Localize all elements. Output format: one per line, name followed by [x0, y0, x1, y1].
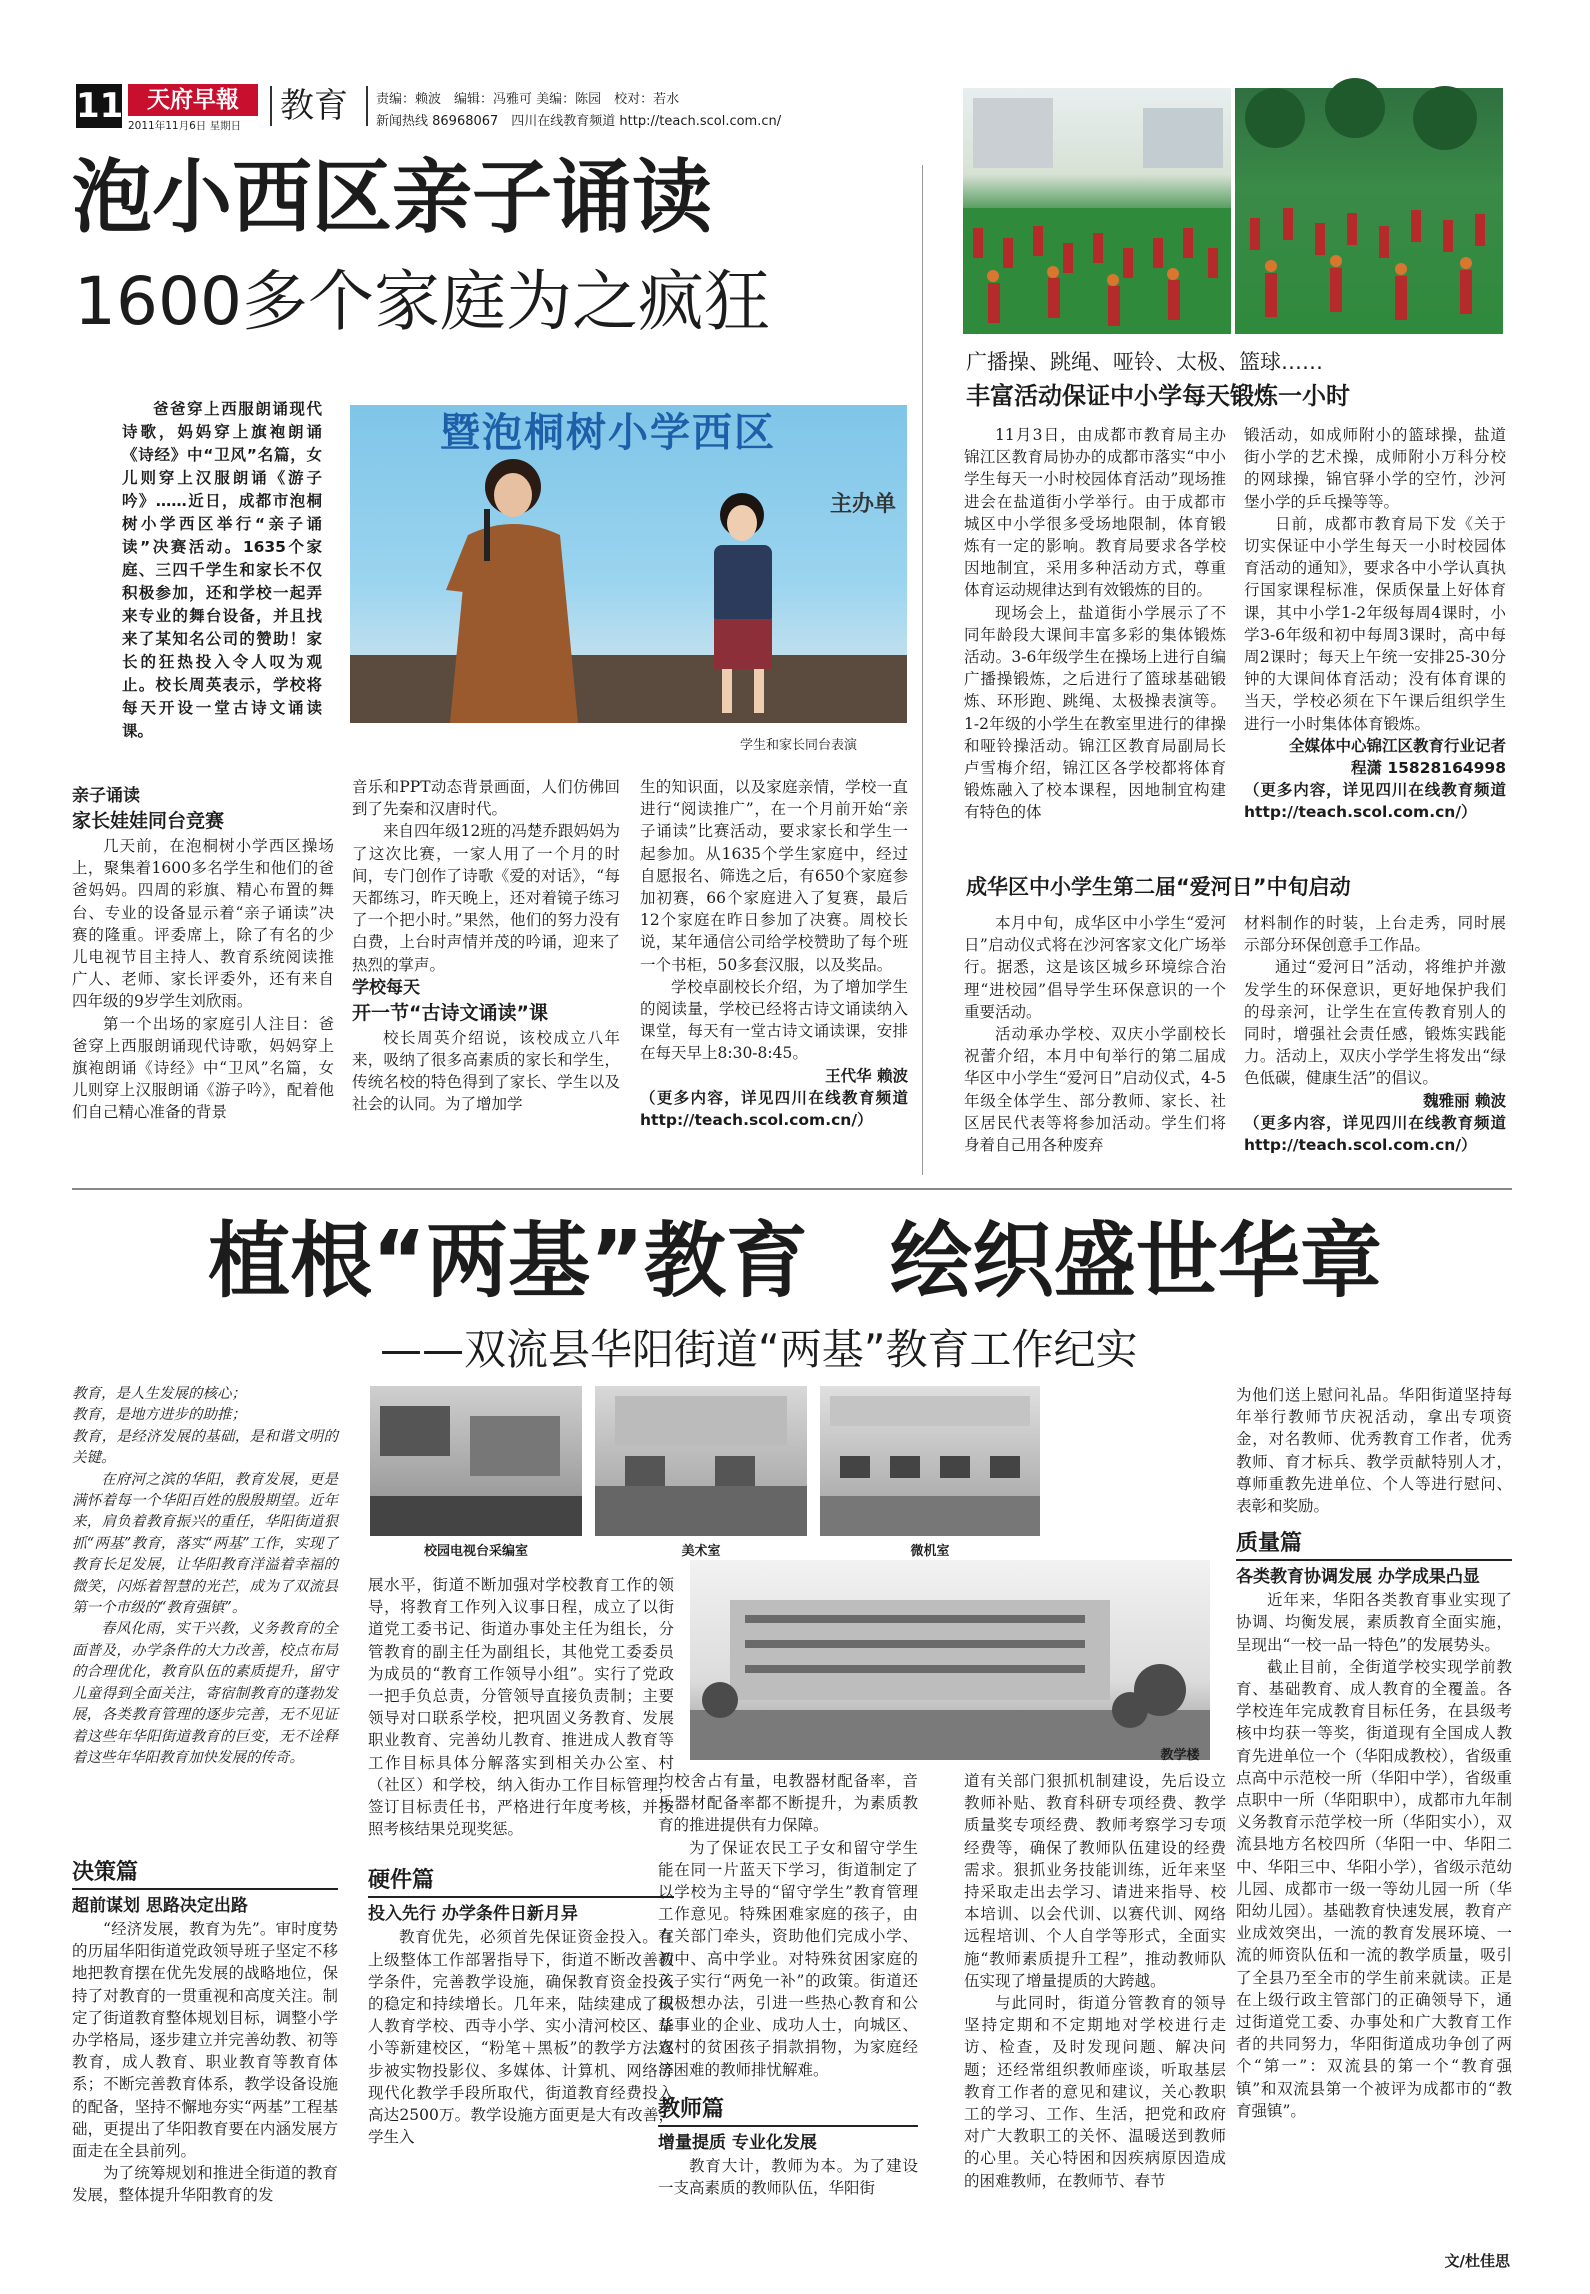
story2-col1: 11月3日，由成都市教育局主办锦江区教育局协办的成都市落实“中小学生每天一小时校园体育活动”现场推进会在盐道街小学举行。由于成都市城区中小学很多受场地限制，体育锻炼有一定的影响。教育局要求各学校因地制宜，采用多种活动方式，尊重体育运动规律达到有效锻炼的目的。 现场会上，盐道街小学展示了不同年龄段大课间丰富多彩的集体锻炼活动。3-6年级学生在操场上进行自编广播操锻炼，之后进行了篮球基础锻炼、环形跑、跳绳、太极操表演等。1-2年级的小学生在教室里进行的律操和哑铃操活动。锦江区教育局副局长卢雪梅介绍，锦江区各学校都将体育锻炼融入了校本课程，因地制宜构建有特色的体 [964, 426, 1226, 822]
feature-author: 文/杜佳思 [1444, 2252, 1510, 2270]
story2-title: 丰富活动保证中小学每天锻炼一小时 [966, 382, 1350, 410]
photo-school-building [690, 1560, 1210, 1760]
subhead-story1: 1600多个家庭为之疯狂 [74, 263, 770, 340]
paper-logo: 天府早報 [128, 84, 258, 116]
story1-lead: 爸爸穿上西服朗诵现代诗歌，妈妈穿上旗袍朗诵《诗经》中“卫风”名篇，女儿则穿上汉服朗诵《游子吟》……近日，成都市泡桐树小学西区举行“亲子诵读”决赛活动。1635个家庭、三四千学生和家长不仅积极参加，还和学校一起弄来专业的舞台设备，并且找来了某知名公司的赞助！家长的狂热投入令人叹为观止。校长周英表示，学校将每天开设一堂古诗文诵读课。 [122, 400, 322, 740]
caption-tv: 校园电视台采编室 [423, 1544, 528, 1559]
feature-headline: 植根“两基”教育 绘织盛世华章 [208, 1214, 1382, 1309]
masthead-staff: 责编：赖波 编辑：冯雅可 美编：陈园 校对：若水 [376, 92, 680, 107]
section-name: 教育 [280, 86, 348, 126]
exercise-photo-crowd [1235, 88, 1503, 334]
exercise-photo-left [963, 88, 1231, 334]
photo-banner-text: 暨泡桐树小学西区 [440, 410, 776, 456]
story3-col2: 材料制作的时装，上台走秀，同时展示部分环保创意手工作品。 通过“爱河日”活动，将维护并激发学生的环保意识，更好地保护我们的母亲河，让学生在宣传教育别人的同时，增强社会责任感，锻炼实践能力。活动上，双庆小学学生将发出“绿色低碳，健康生活”的倡议。 魏雅丽 赖波 （更多内容，详见四川在线教育频道 http://teach.scol.com.cn/） [1244, 914, 1506, 1155]
feature-col4: 道有关部门狠抓机制建设，先后设立教师补贴、教育科研专项经费、教学质量奖专项经费、教师考察学习专项经费等，确保了教师队伍建设的经费需求。狠抓业务技能训练，近年来坚持采取走出去学习、请进来指导、校本培训、以会代训、以赛代训、网络远程培训、个人自学等形式，全面实施“教师素质提升工程”，推动教师队伍实现了增量提质的大跨越。 与此同时，街道分管教育的领导坚持定期和不定期地对学校进行走访、检查，及时发现问题、解决问题；还经常组织教师座谈，听取基层教育工作者的意见和建议，关心教职工的学习、工作、生活，把党和政府对广大教职工的关怀、温暖送到教师的心里。关心特困和因疾病原因造成的困难教师，在教师节、春节 [964, 1772, 1226, 2190]
story2-col2: 锻活动，如成师附小的篮球操，盐道街小学的艺术操，成师附小万科分校的网球操，锦官驿小学的空竹，沙河堡小学的乒乓操等等。 日前，成都市教育局下发《关于切实保证中小学生每天一小时校园体育活动的通知》，要求各中小学认真执行国家课程标准，保质保量上好体育课，其中小学1-2年级每周4课时，小学3-6年级和初中每周3课时，高中每周2课时；每天上午统一安排25-30分钟的大课间体育活动；没有体育课的当天，学校必须在下午课后组织学生进行一小时集体体育锻炼。 全媒体中心锦江区教育行业记者 程潇 15828164998 （更多内容，详见四川在线教育频道 http://teach.scol.com.cn/） [1244, 426, 1506, 822]
exercise-photo-crowd [963, 88, 1231, 334]
caption-pc: 微机室 [910, 1544, 950, 1559]
photo-banner-text: 主办单 [830, 492, 897, 517]
masthead-divider [270, 86, 272, 126]
masthead-divider [366, 86, 368, 126]
photo-figures [350, 405, 907, 723]
feature-col2: 展水平，街道不断加强对学校教育工作的领导，将教育工作列入议事日程，成立了以街道党工委书记、街道办事处主任为组长，分管教育的副主任为副组长，其他党工委委员为成员的“教育工作领导小组”。实行了党政一把手负总责，分管领导直接负责制；主要领导对口联系学校，把巩固义务教育、发展职业教育、完善幼儿教育、推进成人教育等工作目标具体分解落实到相关办公室、村（社区）和学校，纳入街办工作目标管理，签订目标责任书，严格进行年度考核，并按照考核结果兑现奖惩。 硬件篇 投入先行 办学条件日新月异 教育优先，必须首先保证资金投入。在上级整体工作部署指导下，街道不断改善教学条件，完善教学设施，确保教育资金投入的稳定和持续增长。几年来，陆续建成了成人教育学校、西寺小学、实小清河校区、华小等新建校区，“粉笔＋黑板”的教学方法逐步被实物投影仪、多媒体、计算机、网络等现代化教学手段所取代，街道教育经费投入高达2500万。教学设施方面更是大有改善，学生入 [368, 1576, 674, 2147]
story1-col3: 生的知识面，以及家庭亲情，学校一直进行“阅读推广”，在一个月前开始“亲子诵读”比赛活动，要求家长和学生一起参加。从1635个学生家庭中，经过自愿报名、筛选之后，有650个家庭参加初赛，66个家庭进入了复赛，最后12个家庭在昨日参加了决赛。周校长说，某年通信公司给学校赞助了每个班一个书柜，50多套汉服，以及奖品。 学校卓副校长介绍，为了增加学生的阅读量，学校已经将古诗文诵读纳入课堂，每天有一堂古诗文诵读课，安排在每天早上8:30-8:45。 王代华 赖波 （更多内容，详见四川在线教育频道 http://teach.scol.com.cn/） [640, 778, 908, 1130]
column-divider [922, 165, 923, 1175]
caption-art: 美术室 [681, 1544, 721, 1559]
masthead-date: 2011年11月6日 星期日 [128, 120, 242, 132]
feature-intro: 教育，是人生发展的核心； 教育，是地方进步的助推； 教育，是经济发展的基础，是和谐文明的关键。 在府河之滨的华阳，教育发展，更是满怀着每一个华阳百姓的殷殷期望。近年来，肩负着教育振兴的重任，华阳街道狠抓“两基”教育，落实“两基”工作，实现了教育长足发展，让华阳教育洋溢着幸福的微笑，闪烁着智慧的光芒，成为了双流县第一个市级的“教育强镇”。 春风化雨，实干兴教，义务教育的全面普及，办学条件的大力改善，校点布局的合理优化，教育队伍的素质提升，留守儿童得到全面关注，寄宿制教育的蓬勃发展，各类教育管理的逐步完善，无不见证着这些年华阳街道教育的巨变，无不诠释着这些年华阳教育加快发展的传奇。 [72, 1386, 338, 1766]
headline-story1: 泡小西区亲子诵读 [72, 151, 712, 244]
photo-tv-studio [370, 1386, 582, 1536]
caption-building: 教学楼 [1160, 1748, 1200, 1763]
masthead-hotline: 新闻热线 86968067 四川在线教育频道 http://teach.scol.com.cn/ [376, 114, 782, 129]
photo-computer-room [820, 1386, 1040, 1536]
story2-kicker: 广播操、跳绳、哑铃、太极、篮球…… [966, 350, 1323, 374]
story1-col1: 亲子诵读 家长娃娃同台竞赛 几天前，在泡桐树小学西区操场上，聚集着1600多名学生和他们的爸爸妈妈。四周的彩旗、精心布置的舞台、专业的设备显示着“亲子诵读”决赛的隆重。评委席上，除了有名的少儿电视节目主持人、教育系统阅读推广人、老师、家长评委外，还有来自四年级的9岁学生刘欣雨。 第一个出场的家庭引人注目：爸爸穿上西服朗诵现代诗歌，妈妈穿上旗袍朗诵《诗经》中“卫风”名篇，女儿则穿上汉服朗诵《游子吟》，配着他们自己精心准备的背景 [72, 786, 334, 1122]
story3-title: 成华区中小学生第二届“爱河日”中旬启动 [966, 875, 1351, 899]
story3-col1: 本月中旬，成华区中小学生“爱河日”启动仪式将在沙河客家文化广场举行。据悉，这是该区城乡环境综合治理“进校园”倡导学生环保意识的一个重要活动。 活动承办学校、双庆小学副校长祝蕾介绍，本月中旬举行的第二届成华区中小学生“爱河日”启动仪式，4-5年级全体学生、部分教师、家长、社区居民代表等将参加活动。学生们将身着自己用各种废弃 [964, 914, 1226, 1155]
feature-col1: 决策篇 超前谋划 思路决定出路 “经济发展，教育为先”。审时度势的历届华阳街道党政领导班子坚定不移地把教育摆在优先发展的战略地位，保持了对教育的一贯重视和高度关注。制定了街道教育整体规划目标，调整小学办学格局，逐步建立并完善幼教、初等教育，成人教育、职业教育等教育体系；不断完善教育体系，教学设备设施的配备，坚持不懈地夯实“两基”工程基础，更提出了华阳教育要在内涵发展方面走在全县前列。 为了统筹规划和推进全街道的教育发展，整体提升华阳教育的发 [72, 1860, 338, 2205]
feature-subhead: ——双流县华阳街道“两基”教育工作纪实 [380, 1325, 1138, 1374]
page-number: 11 [76, 86, 124, 126]
feature-col3: 均校舍占有量，电教器材配备率，音乐器材配备率都不断提升，为素质教育的推进提供有力保障。 为了保证农民工子女和留守学生能在同一片蓝天下学习，街道制定了以学校为主导的“留守学生”教育管理工作意见。特殊困难家庭的孩子，由有关部门牵头，资助他们完成小学、初中、高中学业。对特殊贫困家庭的孩子实行“两免一补”的政策。街道还积极想办法，引进一些热心教育和公益事业的企业、成功人士，向城区、农村的贫困孩子捐款捐物，为家庭经济困难的教师排忧解难。 教师篇 增量提质 专业化发展 教育大计，教师为本。为了建设一支高素质的教师队伍，华阳街 [658, 1772, 918, 2198]
exercise-photo-right [1235, 88, 1503, 334]
stage-photo [350, 405, 907, 723]
photo-caption: 学生和家长同台表演 [740, 738, 858, 753]
photo-art-room [595, 1386, 807, 1536]
story1-col2: 音乐和PPT动态背景画面，人们仿佛回到了先秦和汉唐时代。 来自四年级12班的冯楚乔跟妈妈为了这次比赛，一家人用了一个月的时间，专门创作了诗歌《爱的对话》，“每天都练习，昨天晚上，还对着镜子练习了一个把小时。”果然，他们的努力没有白费，上台时声情并茂的吟诵，迎来了热烈的掌声。 学校每天 开一节“古诗文诵读”课 校长周英介绍说，该校成立八年来，吸纳了很多高素质的家长和学生，传统名校的特色得到了家长、学生以及社会的认同。为了增加学 [352, 778, 620, 1114]
section-rule [72, 1188, 1512, 1190]
feature-col5: 为他们送上慰问礼品。华阳街道坚持每年举行教师节庆祝活动，拿出专项资金，对名教师、优秀教育工作者，优秀教师、育才标兵、教学贡献特别人才，尊师重教先进单位、个人等进行慰问、表彰和奖励。 质量篇 各类教育协调发展 办学成果凸显 近年来，华阳各类教育事业实现了协调、均衡发展，素质教育全面实施，呈现出“一校一品一特色”的发展势头。 截止目前，全街道学校实现学前教育、基础教育、成人教育的全覆盖。各学校连年完成教育目标任务，在县级考核中均获一等奖，街道现有全国成人教育先进单位一个（华阳成教校），省级重点高中示范校一所（华阳中学），省级重点职中一所（华阳职中），成都市九年制义务教育示范学校一所（华阳实小），双流县地方名校四所（华阳一中、华阳二中、华阳三中、华阳小学），省级示范幼儿园、成都市一级一等幼儿园一所（华阳幼儿园）。基础教育快速发展，教育产业成效突出，一流的教育发展环境、一流的师资队伍和一流的教学质量，吸引了全县乃至全市的学生前来就读。正是在上级行政主管部门的正确领导下，通过街道党工委、办事处和广大教育工作者的共同努力，华阳街道成功争创了两个“第一”：双流县的第一个“教育强镇”和双流县第一个被评为成都市的“教育强镇”。 [1236, 1386, 1512, 2120]
